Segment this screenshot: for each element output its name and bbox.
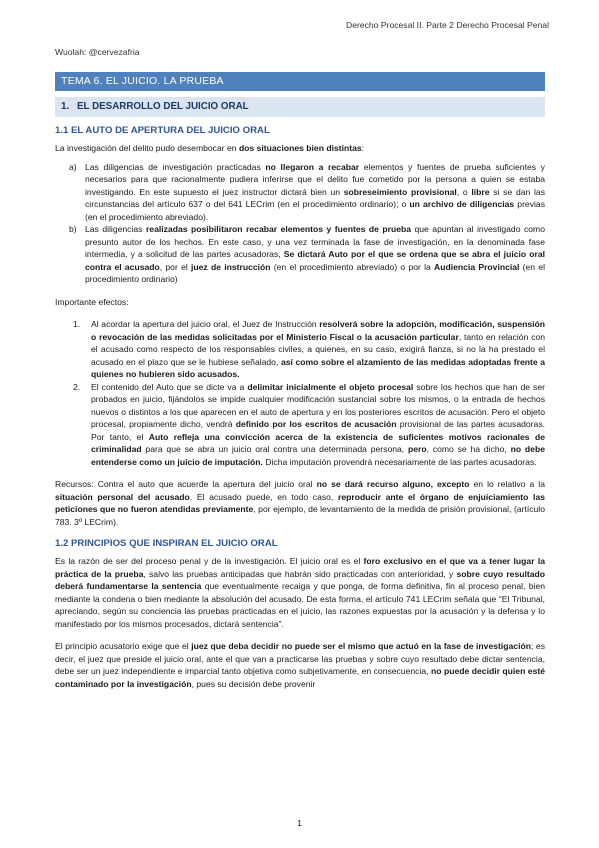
list-marker: 2. — [73, 381, 81, 392]
text-run: , por ejemplo, de levantamiento de la medida de prisión provisional, (artículo 783. 3º LECrim). — [55, 504, 545, 527]
bold-text: así como sobre el alzamiento de las medidas adoptadas frente a quienes no hubieren sido acusados. — [91, 356, 546, 379]
text-run: sobre los hechos que han de ser probados en juicio, fijándolos se impide cualquier modificación sustancial sobre los mismos, o la entrada de hechos nuevos o distintos a los que aparecen en el auto de apertura y en los posteriores escritos de acusación. Pero el objeto procesal, propiamente dicho, vendrá — [91, 381, 545, 429]
text-run: Es la razón de ser del proceso penal y de la investigación. El juicio oral es el — [55, 556, 364, 566]
bold-text: juez que deba decidir no puede ser el mismo que actuó en la fase de investigación — [191, 641, 531, 651]
text-run: que eventualmente recaiga y que ponga, de forma definitiva, fin al proceso penal, bien mediante la condena o bien mediante la absolución del acusado. De esta forma, el artículo 741 LECrim señala que “El Tribunal, apreciando, según su conciencia las pruebas practicadas en el juicio, las razones expuestas por la acusación y la defensa y lo manifestado por los mismos procesados, dictará sentencia”. — [55, 581, 545, 629]
bold-text: Se dictará Auto por el que se ordena que se abra el juicio oral contra el acusado — [85, 249, 545, 272]
list-item — [55, 223, 545, 286]
list-item-text — [91, 382, 545, 467]
bold-text: definido por los escritos de acusación — [235, 419, 397, 429]
bold-text: no llegaron a recabar — [265, 161, 360, 172]
list-item — [55, 161, 545, 224]
bold-text: situación personal del acusado — [55, 491, 190, 502]
numbered-list — [55, 318, 545, 468]
text-run: , por el — [159, 261, 191, 272]
bold-text: resolverá sobre la adopción, modificación, suspensión o revocación de las medidas solicitadas por el Ministerio Fiscal o la acusación particular — [91, 319, 546, 342]
section-title: EL DESARROLLO DEL JUICIO ORAL — [77, 101, 249, 112]
bold-text: foro exclusivo en el que va a tener lugar la práctica de la prueba — [55, 556, 545, 579]
text-run: , pues su decisión debe provenir — [191, 678, 316, 689]
list-marker: b) — [69, 224, 77, 234]
bold-text: no se dará recurso alguno, excepto — [316, 479, 470, 489]
bold-text: reproducir ante el órgano de enjuiciamiento las peticiones que no fueron atendidas previamente — [55, 491, 545, 514]
text-run: , como se ha dicho, — [426, 444, 511, 454]
list-item — [55, 318, 545, 381]
author-tag: Wuolah: @cervezafria — [55, 47, 140, 57]
bold-text: un archivo de diligencias — [409, 199, 515, 209]
recursos-paragraph — [55, 478, 545, 528]
list-marker: 1. — [73, 319, 81, 329]
text-run: previas (en el procedimiento abreviado). — [85, 199, 545, 222]
bold-text: realizadas posibilitaron recabar elementos y fuentes de prueba — [145, 224, 412, 234]
subsection-title-1-1: 1.1 EL AUTO DE APERTURA DEL JUICIO ORAL — [55, 125, 270, 136]
text-run: . El acusado puede, en todo caso, — [189, 491, 338, 502]
text-run: Dicha imputación provendrá necesariamente de las partes acusadoras. — [262, 456, 537, 467]
text-run: elementos y fuentes de prueba suficientes y necesarios para que racionalmente pudiera inferirse que el delito fue cometido por la persona a quien se estaba investigando. En este supuesto el juez instructor dictará bien un — [85, 161, 545, 197]
list-item-text — [85, 162, 545, 222]
text-run: El contenido del Auto que se dicte va a — [91, 381, 248, 392]
main-content — [55, 122, 545, 690]
text-run: Las diligencias de investigación practicadas — [85, 161, 266, 172]
text-run: , tanto en relación con el acusado como respecto de los responsables civiles, a quienes, en su caso, exigirá fianza, si no la ha prestado el acusado en el plazo que se le hubiese señalado, — [91, 331, 546, 367]
running-header: Derecho Procesal II. Parte 2 Derecho Procesal Penal — [345, 20, 549, 30]
bold-text: sobreseimiento provisional — [343, 186, 457, 197]
section-heading — [55, 97, 545, 117]
text-run: Al acordar la apertura del juicio oral, el Juez de Instrucción — [91, 319, 320, 329]
text-run: Las diligencias — [85, 224, 146, 234]
principles-paragraph-1 — [55, 555, 545, 630]
list-item-text — [91, 319, 545, 379]
topic-title: TEMA 6. EL JUICIO. LA PRUEBA — [55, 72, 545, 91]
bold-text: juez de instrucción — [191, 261, 271, 272]
section-number: 1. — [61, 101, 70, 112]
list-item — [55, 381, 545, 469]
text-run: : — [361, 143, 365, 153]
text-run: La investigación del delito pudo desembocar en — [55, 143, 239, 153]
text-run: para que se abra un juicio oral contra una determinada persona, — [141, 444, 408, 454]
principles-paragraph-2 — [55, 640, 545, 690]
text-run: en lo relativo a la — [469, 479, 545, 489]
effects-label: Importante efectos: — [55, 296, 129, 307]
page-number: 1 — [297, 818, 302, 828]
bold-text: no debe entenderse como un juicio de imputación. — [91, 444, 545, 467]
list-marker: a) — [69, 161, 77, 172]
text-run: Recursos: Contra el auto que acuerde la apertura del juicio oral — [55, 479, 317, 489]
text-run: , o — [456, 186, 472, 197]
intro-paragraph — [55, 142, 545, 155]
text-run: (en el procedimiento abreviado) o por la — [270, 261, 435, 272]
bold-text: libre — [471, 186, 490, 197]
bold-text: Auto refleja una convicción acerca de la existencia de suficientes motivos racionales de criminalidad — [91, 431, 546, 454]
text-run: provisional de las partes acusadoras. Por tanto, el — [91, 419, 546, 442]
bold-text: delimitar inicialmente el objeto procesal — [247, 381, 414, 392]
subsection-title-1-2: 1.2 PRINCIPIOS QUE INSPIRAN EL JUICIO ORAL — [55, 538, 278, 549]
text-run: El principio acusatorio exige que el — [55, 641, 192, 651]
bold-text: pero — [408, 444, 427, 454]
alpha-list — [55, 161, 545, 286]
bold-text: dos situaciones bien distintas — [238, 143, 362, 153]
text-run: ; es decir, el juez que preside el juicio oral, ante el que van a practicarse las pruebas y sobre cuyo resultado debe dictar sentencia, debe ser un juez independiente e imparcial tanto objetiva como subjetivamente, en consecuencia, — [55, 641, 545, 676]
bold-text: Audiencia Provincial — [434, 261, 520, 272]
bold-text: no puede decidir quien esté contaminado por la investigación — [55, 666, 545, 689]
text-run: , salvo las pruebas anticipadas que habrán sido practicadas con anterioridad, y — [143, 568, 457, 579]
text-run: (en el procedimiento ordinario) — [85, 261, 546, 284]
list-item-text — [85, 224, 545, 284]
text-run: que apuntan al investigado como presunto autor de los hechos. En este caso, y una vez terminada la fase de investigación, en la denominada fase intermedia, y a solicitud de las partes acusadoras, — [85, 224, 545, 259]
bold-text: sobre cuyo resultado deberá fundamentarse la sentencia — [55, 568, 545, 591]
text-run: si se dan las circunstancias del artículo 637 o del 641 LECrim (en el procedimiento ordinario); o — [85, 186, 545, 209]
